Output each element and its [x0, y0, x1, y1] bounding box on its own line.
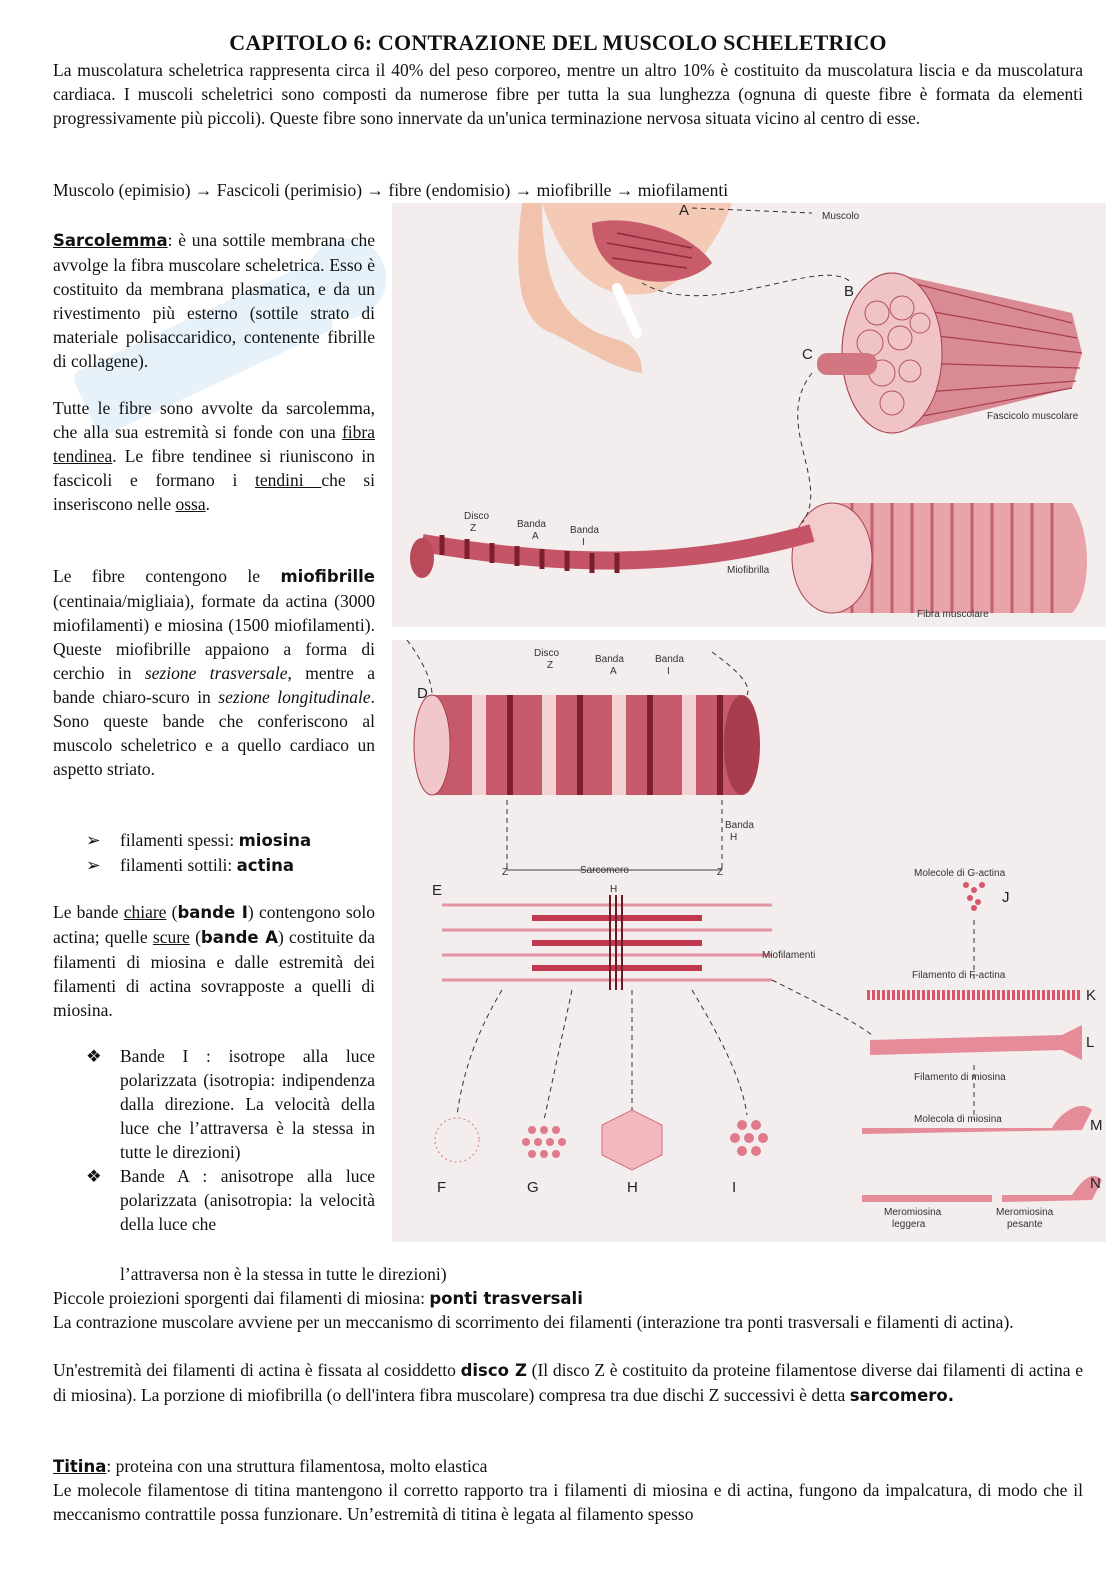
text-segment: (	[166, 902, 178, 922]
intro-paragraph: La muscolatura scheletrica rappresenta circa il 40% del peso corporeo, mentre un altro 10% è costituito da muscolatura liscia e da muscolatura cardiaca. I muscoli scheletrici sono composti da numerose fibre per tutta la sua lunghezza (ognuna di queste fibre è formata da elementi progressivamente più piccoli). Queste fibre sono innervate da un'unica terminazione nervosa situata vicino al centro di esse.	[53, 60, 1083, 128]
letter-g: G	[527, 1179, 539, 1196]
text-segment: ) contengono solo actina; quelle	[53, 902, 375, 947]
titina-term: Titina	[53, 1457, 107, 1476]
cylinder-end	[724, 695, 760, 795]
miofibrille-term: miofibrille	[280, 567, 375, 586]
sezione-longitudinale: sezione longitudinale	[218, 687, 371, 707]
cylinder-face	[414, 695, 450, 795]
text-segment: Le bande	[53, 902, 124, 922]
letter-k: K	[1086, 987, 1097, 1004]
ponti-term: ponti trasversali	[429, 1289, 583, 1308]
label-disco: Disco	[464, 511, 490, 522]
hierarchy-line: Muscolo (epimisio) → Fascicoli (perimisio) → fibre (endomisio) → miofibrille → miofilamenti	[53, 180, 729, 200]
sarcolemma-term: Sarcolemma	[53, 231, 168, 250]
label-z-left: Z	[502, 867, 509, 878]
contrazione-paragraph: La contrazione muscolare avviene per un meccanismo di scorrimento dei filamenti (interazione tra ponti trasversali e filamenti di actina).	[53, 1312, 1014, 1332]
label-i-2: I	[667, 666, 670, 677]
bullet-text: Bande I : isotrope alla luce polarizzata (isotropia: indipendenza dalla direzione. La velocità della luce che l’attraversa è la stessa in tutte le direzioni)	[120, 1046, 375, 1162]
label-h-2: H	[730, 832, 738, 843]
text-segment: (	[189, 927, 201, 947]
diamond-bullet-icon: ❖	[86, 1046, 102, 1066]
heavy-meromyosin	[1002, 1176, 1102, 1202]
disco-z-term: disco Z	[460, 1361, 527, 1380]
text-segment: (Il disco Z è costituito da proteine filamentose diverse dai filamenti di actina e di miosina). La porzione di miofibrilla (o dell'intera fibra muscolare) compresa tra due dischi Z successivi è detta	[53, 1360, 1083, 1405]
text-segment: Le fibre contengono le	[53, 566, 281, 586]
letter-b: B	[844, 283, 855, 300]
chiare-term: chiare	[123, 902, 167, 922]
letter-a: A	[679, 203, 690, 219]
bone-shape	[617, 288, 637, 333]
label-banda-a-2: Banda	[595, 654, 624, 665]
myofibril-end	[410, 538, 434, 578]
label-a-2: A	[610, 666, 617, 677]
label-disco-2: Disco	[534, 648, 560, 659]
arrow-bullet-icon: ➢	[86, 830, 101, 850]
ponti-line	[53, 1286, 1083, 1311]
sarcomero-term: sarcomero.	[849, 1386, 955, 1405]
miofibrille-paragraph	[53, 564, 375, 781]
letter-l: L	[1086, 1034, 1095, 1051]
bande-i-term: bande I	[177, 903, 248, 922]
list-item	[53, 853, 375, 878]
ossa-term: ossa	[175, 494, 206, 514]
text-segment: . Le fibre tendinee si riuniscono in fascicoli e formano i	[53, 446, 375, 490]
label-i: I	[582, 537, 585, 548]
fiber-c	[817, 353, 877, 375]
label-g-actina: Molecole di G-actina	[914, 868, 1006, 879]
letter-n: N	[1090, 1175, 1101, 1192]
letter-i: I	[732, 1179, 737, 1196]
sarcolemma-paragraph	[53, 228, 375, 373]
text-segment: Un'estremità dei filamenti di actina è fissata al cosiddetto	[53, 1360, 461, 1380]
label-z-2: Z	[547, 660, 554, 671]
letter-e: E	[432, 882, 443, 899]
label-sarcomero: Sarcomero	[580, 865, 629, 876]
myosin-filament	[870, 1025, 1082, 1060]
text-segment: , mentre a bande chiaro-scuro in	[53, 663, 376, 707]
label-miofibrilla: Miofibrilla	[727, 565, 770, 576]
sarcolemma-def: : è una sottile membrana che avvolge la fibra muscolare scheletrica. Esso è costituito da membrana plasmatica, e da un rivestimento più esterno (sottile strato di materiale polisaccaridico, contenente fibrille di collagene).	[53, 230, 375, 371]
text-segment: Tutte le fibre sono avvolte da sarcolemma, che alla sua estremità si fonde con una	[53, 398, 375, 442]
bande-paragraph	[53, 900, 375, 1022]
label-banda-i: Banda	[570, 525, 599, 536]
diamond-bullet-icon: ❖	[86, 1166, 102, 1186]
figure-muscle-anatomy	[392, 203, 1106, 627]
titina-line	[53, 1454, 1083, 1479]
bullet-text: Bande A : anisotrope alla luce polarizzata (anisotropia: la velocità della luce che	[120, 1166, 375, 1234]
label-leggera: leggera	[892, 1219, 926, 1230]
fibra-tendinea-link: fibra tendinea	[53, 422, 375, 466]
label-meromiosina-leggera: Meromiosina	[884, 1207, 942, 1218]
arrow-bullet-icon: ➢	[86, 855, 101, 875]
text-segment: che si inseriscono nelle	[53, 470, 375, 514]
text-segment: (centinaia/migliaia), formate da actina (3000 miofilamenti) e miosina (1500 miofilamenti). Queste miofibrille appaiono a forma di cerchio in	[53, 591, 375, 683]
sarcomere-illustration	[392, 640, 1106, 1242]
letter-f: F	[437, 1179, 447, 1196]
label-banda-h: Banda	[725, 820, 754, 831]
text-segment: Piccole proiezioni sporgenti dai filamenti di miosina:	[53, 1288, 430, 1308]
sezione-trasversale: sezione trasversale	[144, 663, 288, 683]
list-item	[53, 1044, 375, 1164]
label-z: Z	[470, 523, 477, 534]
list-item	[53, 828, 375, 853]
label-f-actina: Filamento di F-actina	[912, 970, 1006, 981]
label-a: A	[532, 531, 539, 542]
label-banda-i-2: Banda	[655, 654, 684, 665]
text-segment: . Sono queste bande che conferiscono al muscolo scheletrico e a quello cardiaco un aspetto striato.	[53, 687, 375, 779]
light-meromyosin	[862, 1195, 992, 1202]
muscle-anatomy-illustration	[392, 203, 1106, 627]
bullet-bold: miosina	[238, 831, 312, 850]
letter-j: J	[1002, 889, 1010, 906]
label-z-right: Z	[717, 867, 724, 878]
label-pesante: pesante	[1007, 1219, 1043, 1230]
disco-z-paragraph	[53, 1358, 1083, 1408]
fibre-tendinee-paragraph	[53, 396, 375, 516]
label-fibra: Fibra muscolare	[917, 609, 989, 620]
label-meromiosina-pesante: Meromiosina	[996, 1207, 1054, 1218]
label-banda-a: Banda	[517, 519, 546, 530]
text-segment: : proteina con una struttura filamentosa, molto elastica	[106, 1456, 488, 1476]
scure-term: scure	[152, 927, 190, 947]
bande-list	[53, 1044, 375, 1236]
list-item	[53, 1164, 375, 1236]
bande-a-tail: l’attraversa non è la stessa in tutte le direzioni)	[120, 1264, 447, 1284]
label-fil-miosina: Filamento di miosina	[914, 1072, 1006, 1083]
letter-m: M	[1090, 1117, 1103, 1134]
bande-a-term: bande A	[200, 928, 278, 947]
bullet-text: filamenti spessi:	[120, 830, 239, 850]
label-mol-miosina: Molecola di miosina	[914, 1114, 1002, 1125]
figure-sarcomere-structure	[392, 640, 1106, 1242]
bullet-text: filamenti sottili:	[120, 855, 237, 875]
letter-h: H	[627, 1179, 638, 1196]
bullet-bold: actina	[236, 856, 294, 875]
label-fascicolo: Fascicolo muscolare	[987, 411, 1079, 422]
tendini-term: tendini	[255, 470, 322, 490]
label-muscolo: Muscolo	[822, 211, 860, 222]
label-miofilamenti: Miofilamenti	[762, 950, 816, 961]
letter-c: C	[802, 346, 813, 363]
letter-d: D	[417, 685, 428, 702]
fiber-face	[792, 503, 872, 613]
filamenti-list	[53, 828, 375, 878]
text-segment: .	[205, 494, 210, 514]
page-title: CAPITOLO 6: CONTRAZIONE DEL MUSCOLO SCHELETRICO	[229, 30, 887, 55]
titina-paragraph: Le molecole filamentose di titina mantengono il corretto rapporto tra i filamenti di miosina e di actina, fungono da impalcatura, di modo che il meccanismo contrattile possa funzionare. Un’estremità di titina è legata al filamento spesso	[53, 1480, 1083, 1524]
text-segment: ) costituite da filamenti di miosina e dalle estremità dei filamenti di actina sovrapposte a quelli di miosina.	[53, 927, 375, 1020]
label-h-3: H	[610, 884, 618, 895]
hexagon-h	[602, 1110, 662, 1170]
